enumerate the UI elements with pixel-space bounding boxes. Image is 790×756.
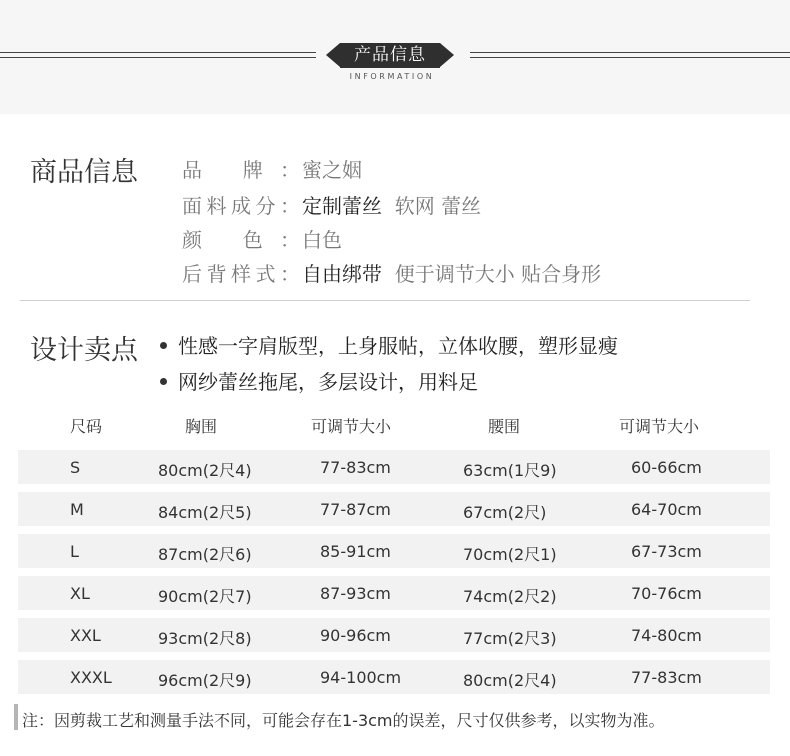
title-badge-left-notch [326,43,340,67]
info-row-color [182,224,342,253]
design-point: 网纱蕾丝拖尾，多层设计，用料足 [160,366,478,395]
size-cell: XL [70,584,90,603]
product-info-heading: 商品信息 [30,157,138,188]
bust-cell: 90cm(2尺7) [158,587,252,606]
bust-adjust-cell: 85-91cm [320,542,391,561]
waist-cell: 77cm(2尺3) [463,629,557,648]
waist-cell: 74cm(2尺2) [463,587,557,606]
info-label: 面料成分： [182,194,300,218]
waist-adjust-cell: 60-66cm [631,458,702,477]
table-header-bust: 胸围 [185,417,218,436]
section-subtitle: INFORMATION [349,72,435,81]
section-title-badge: 产品信息 [340,43,440,68]
waist-cell: 67cm(2尺) [463,503,547,522]
table-header-waist-adjust: 可调节大小 [619,417,700,436]
bust-adjust-cell: 94-100cm [320,668,402,687]
bust-cell: 96cm(2尺9) [158,671,252,690]
info-value: 软网 蕾丝 [394,194,482,218]
table-header-size: 尺码 [70,417,103,436]
info-value: 白色 [302,228,342,252]
table-header-bust-adjust: 可调节大小 [311,417,392,436]
size-cell: S [70,458,81,477]
note-accent-bar [14,704,18,730]
waist-cell: 70cm(2尺1) [463,545,557,564]
waist-cell: 80cm(2尺4) [463,671,557,690]
title-badge-right-notch [440,43,454,67]
header-rule-left [0,52,316,58]
info-label: 颜 色： [182,228,300,252]
size-cell: XXL [70,626,101,645]
waist-cell: 63cm(1尺9) [463,461,557,480]
waist-adjust-cell: 74-80cm [631,626,702,645]
design-point: 性感一字肩版型，上身服帖，立体收腰，塑形显瘦 [160,330,618,359]
info-value-dark: 自由绑带 [302,262,382,286]
waist-adjust-cell: 70-76cm [631,584,702,603]
section-divider [20,300,750,301]
bust-adjust-cell: 77-83cm [320,458,391,477]
info-label: 品 牌： [182,158,300,182]
info-value: 蜜之姻 [302,158,362,182]
info-value-dark: 定制蕾丝 [302,194,382,218]
header-rule-right [470,52,790,58]
bust-cell: 93cm(2尺8) [158,629,252,648]
bust-adjust-cell: 77-87cm [320,500,391,519]
bullet-dot-icon [160,342,167,349]
bullet-dot-icon [160,378,167,385]
info-label: 后背样式： [182,262,300,286]
table-header-waist: 腰围 [488,417,521,436]
waist-adjust-cell: 77-83cm [631,668,702,687]
info-row-back-style [182,258,601,287]
bust-cell: 87cm(2尺6) [158,545,252,564]
size-cell: M [70,500,84,519]
design-heading: 设计卖点 [30,335,138,366]
size-cell: XXXL [70,668,112,687]
waist-adjust-cell: 64-70cm [631,500,702,519]
size-cell: L [70,542,79,561]
info-value: 便于调节大小 贴合身形 [394,262,602,286]
waist-adjust-cell: 67-73cm [631,542,702,561]
bust-adjust-cell: 87-93cm [320,584,391,603]
info-row-brand [182,154,362,183]
info-row-fabric [182,190,481,219]
measurement-note: 注：因剪裁工艺和测量手法不同，可能会存在1-3cm的误差，尺寸仅供参考，以实物为准。 [22,711,665,730]
bust-cell: 84cm(2尺5) [158,503,252,522]
bust-adjust-cell: 90-96cm [320,626,391,645]
bust-cell: 80cm(2尺4) [158,461,252,480]
